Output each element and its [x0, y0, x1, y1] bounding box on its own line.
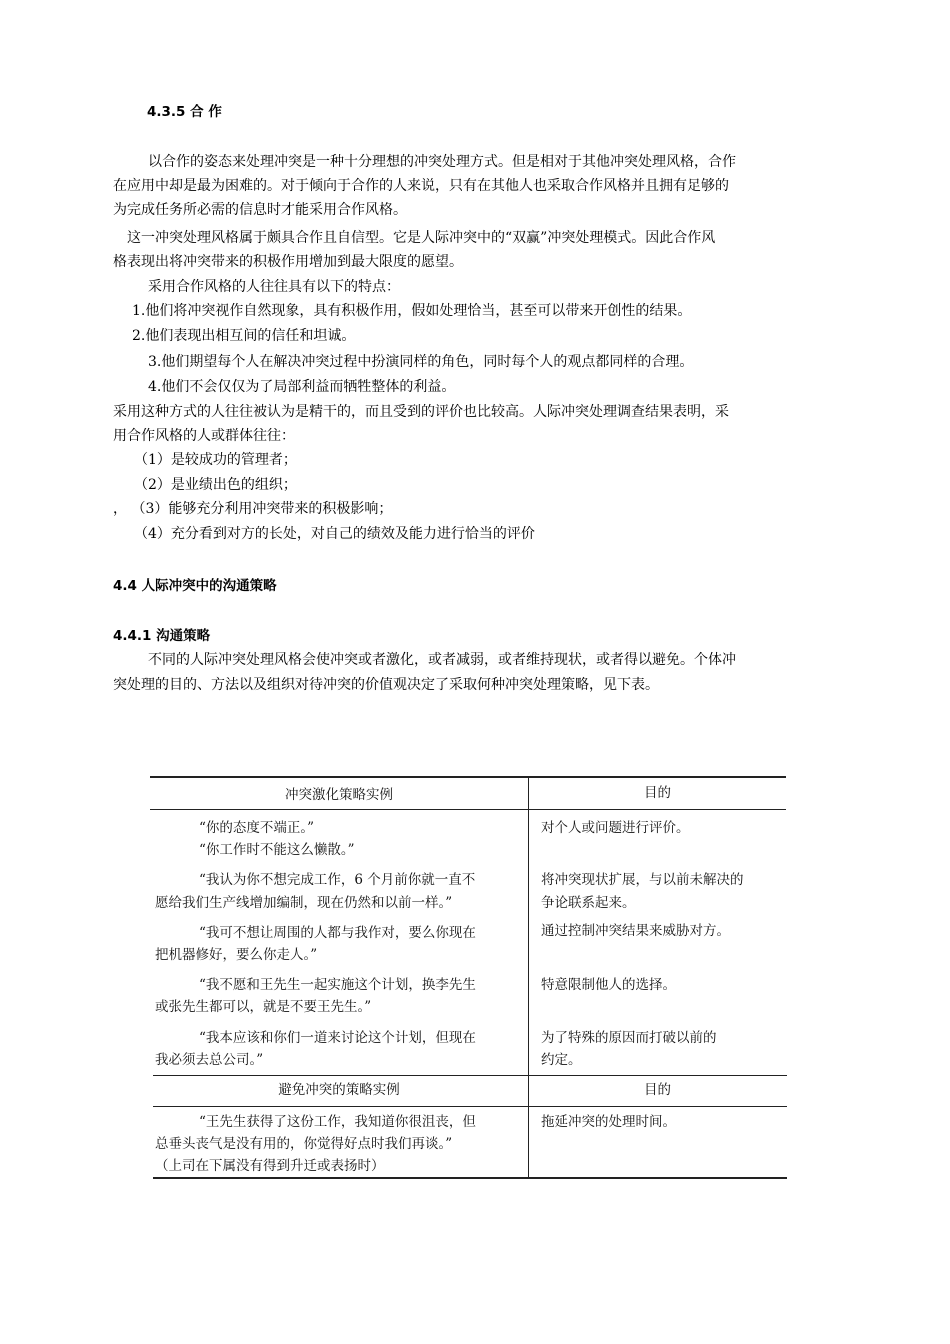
row1-left-line1: “你的态度不端正。”: [199, 820, 315, 836]
section-heading-4-3-5: 4.3.5 合 作: [147, 104, 222, 120]
para441-line2: 突处理的目的、方法以及组织对待冲突的价值观决定了采取何种冲突处理策略，见下表。: [113, 677, 659, 693]
row2-left-line2: 愿给我们生产线增加编制，现在仍然和以前一样。”: [155, 895, 453, 911]
traits-intro: 采用合作风格的人往往具有以下的特点：: [148, 279, 400, 295]
table-header1-rule: [150, 809, 786, 810]
row4-left-line1: “我不愿和王先生一起实施这个计划，换李先生: [199, 977, 476, 993]
table-header2-rule: [153, 1106, 787, 1107]
trait-4: 4.他们不会仅仅为了局部利益而牺牲整体的利益。: [148, 379, 456, 395]
table-header-avoid: 避免冲突的策略实例: [278, 1082, 400, 1098]
row4-left-line2: 或张先生都可以，就是不要王先生。”: [155, 999, 372, 1015]
row6-left-line3: （上司在下属没有得到升迁或表扬时）: [155, 1158, 385, 1174]
row5-right-line2: 约定。: [541, 1052, 582, 1068]
row6-right-line1: 拖延冲突的处理时间。: [541, 1114, 676, 1130]
row6-left-line1: “王先生获得了这份工作，我知道你很沮丧，但: [199, 1114, 476, 1130]
row3-left-line2: 把机器修好，要么你走人。”: [155, 947, 318, 963]
para3-line2: 用合作风格的人或群体往往：: [113, 428, 295, 444]
row2-left-line1: “我认为你不想完成工作，6 个月前你就一直不: [199, 872, 476, 888]
list-item-1: （1）是较成功的管理者；: [134, 452, 297, 468]
strategy-table: [150, 773, 787, 1181]
row6-left-line2: 总垂头丧气是没有用的，你觉得好点时我们再谈。”: [155, 1136, 453, 1152]
table-header-escalate: 冲突激化策略实例: [285, 787, 393, 803]
para2-line1: 这一冲突处理风格属于颇具合作且自信型。它是人际冲突中的“双赢”冲突处理模式。因此合作风: [127, 230, 716, 246]
table-column-divider: [528, 777, 529, 1178]
row3-right-line1: 通过控制冲突结果来威胁对方。: [541, 923, 730, 939]
row5-right-line1: 为了特殊的原因而打破以前的: [541, 1030, 717, 1046]
list-item-4: （4）充分看到对方的长处，对自己的绩效及能力进行恰当的评价: [134, 526, 535, 542]
row4-right-line1: 特意限制他人的选择。: [541, 977, 676, 993]
para1-line1: 以合作的姿态来处理冲突是一种十分理想的冲突处理方式。但是相对于其他冲突处理风格，合作: [148, 154, 736, 170]
section-heading-4-4-1: 4.4.1 沟通策略: [113, 628, 211, 644]
section-heading-4-4: 4.4 人际冲突中的沟通策略: [113, 578, 277, 594]
row2-right-line2: 争论联系起来。: [541, 895, 636, 911]
row2-right-line1: 将冲突现状扩展，与以前未解决的: [541, 872, 744, 888]
para1-line2: 在应用中却是最为困难的。对于倾向于合作的人来说，只有在其他人也采取合作风格并且拥有足够的: [113, 178, 729, 194]
row1-right-line1: 对个人或问题进行评价。: [541, 820, 690, 836]
row5-left-line1: “我本应该和你们一道来讨论这个计划，但现在: [199, 1030, 476, 1046]
trait-3: 3.他们期望每个人在解决冲突过程中扮演同样的角色，同时每个人的观点都同样的合理。: [148, 354, 694, 370]
row1-left-line2: “你工作时不能这么懒散。”: [199, 842, 355, 858]
list-item-3: ， （3）能够充分利用冲突带来的积极影响；: [113, 501, 393, 517]
list-item-2: （2）是业绩出色的组织；: [134, 477, 297, 493]
trait-1: 1.他们将冲突视作自然现象，具有积极作用，假如处理恰当，甚至可以带来开创性的结果。: [132, 303, 692, 319]
row3-left-line1: “我可不想让周围的人都与我作对，要么你现在: [199, 925, 476, 941]
row5-left-line2: 我必须去总公司。”: [155, 1052, 264, 1068]
para2-line2: 格表现出将冲突带来的积极作用增加到最大限度的愿望。: [113, 254, 463, 270]
para1-line3: 为完成任务所必需的信息时才能采用合作风格。: [113, 202, 407, 218]
table-top-rule: [150, 776, 786, 778]
trait-2: 2.他们表现出相互间的信任和坦诚。: [132, 328, 356, 344]
table-header-purpose-2: 目的: [644, 1082, 671, 1098]
table-section-rule: [153, 1075, 787, 1076]
para441-line1: 不同的人际冲突处理风格会使冲突或者激化，或者减弱，或者维持现状，或者得以避免。个体冲: [148, 652, 736, 668]
table-header-purpose: 目的: [644, 785, 671, 801]
para3-line1: 采用这种方式的人往往被认为是精干的，而且受到的评价也比较高。人际冲突处理调查结果表明，采: [113, 404, 729, 420]
